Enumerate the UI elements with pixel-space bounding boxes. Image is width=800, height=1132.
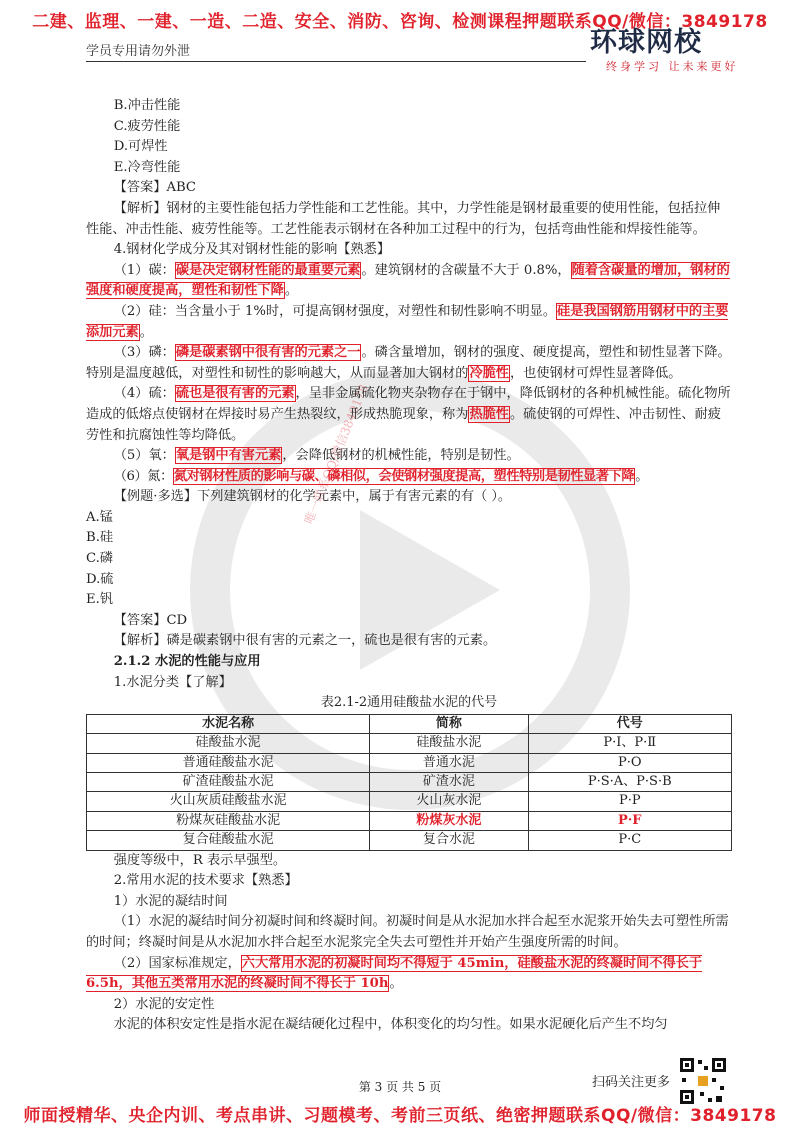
cement-code-table — [86, 714, 732, 851]
q2-answer: 【答案】CD — [113, 612, 188, 628]
q1-analysis: 【解析】钢材的主要性能包括力学性能和工艺性能。其中，力学性能是钢材最重要的使用性能，包括拉伸性能、冲击性能、疲劳性能等。工艺性能表示钢材在各种加工过程中的行为，包括弯曲性能和焊接性能等。 — [86, 200, 721, 237]
soundness-paragraph: 水泥的体积安定性是指水泥在凝结硬化过程中，体积变化的均匀性。如果水泥硬化后产生不均匀 — [113, 1017, 668, 1033]
sulfur-mid: ，呈非金属硫化物夹杂物存在于钢中，降低钢材的各种机械性能。硫化物所造成的低熔点使钢材在焊接时易产生热裂纹，形成热脆现象，称为 — [86, 386, 731, 422]
silicon-post: 。 — [139, 324, 153, 340]
cell-name: 普通硅酸盐水泥 — [87, 753, 370, 772]
setting-time-heading: 1）水泥的凝结时间 — [113, 893, 228, 909]
header-divider — [86, 61, 586, 62]
q2-stem: 【例题·多选】下列建筑钢材的化学元素中，属于有害元素的有（ ）。 — [113, 489, 512, 505]
silicon-paragraph — [86, 302, 732, 343]
sulfur-pre: （4）硫： — [113, 386, 175, 402]
table-row — [87, 831, 732, 850]
cell-short: 硅酸盐水泥 — [370, 734, 528, 753]
header-text: 学员专用请勿外泄 — [86, 44, 191, 59]
q1-answer: 【答案】ABC — [113, 180, 197, 196]
nitrogen-highlight: 氮对钢材性质的影响与碳、磷相似，会使钢材强度提高，塑性特别是韧性显著下降 — [173, 468, 635, 484]
q1-option-c: C.疲劳性能 — [113, 118, 181, 134]
oxygen-pre: （5）氧： — [113, 448, 175, 464]
logo-slogan: 终身学习 让未来更好 — [606, 60, 739, 73]
cell-short: 普通水泥 — [370, 753, 528, 772]
soundness-heading: 2）水泥的安定性 — [113, 996, 215, 1012]
q2-analysis: 【解析】磷是碳素钢中很有害的元素之一，硫也是很有害的元素。 — [113, 633, 497, 649]
carbon-mid: 。建筑钢材的含碳量不大于 0.8%， — [361, 262, 571, 278]
cell-code: P·Ⅰ、P·Ⅱ — [528, 734, 731, 753]
oxygen-highlight: 氧是钢中有害元素 — [175, 448, 282, 464]
cement-classification-heading: 1.水泥分类【了解】 — [113, 674, 232, 690]
top-banner: 二建、监理、一建、一造、二造、安全、消防、咨询、检测课程押题联系QQ/微信：3849178 — [32, 12, 768, 32]
watermark-text: 唯一联系QQ/微信3849178 — [301, 382, 371, 526]
header-code: 代号 — [528, 714, 731, 733]
tech-requirements-heading: 2.常用水泥的技术要求【熟悉】 — [113, 873, 298, 889]
phosphorus-highlight-1: 磷是碳素钢中很有害的元素之一 — [175, 345, 361, 361]
bottom-banner: 师面授精华、央企内训、考点串讲、习题模考、考前三页纸、绝密押题联系QQ/微信：3849178 — [23, 1106, 777, 1126]
oxygen-post: ，会降低钢材的机械性能，特别是韧性。 — [282, 448, 520, 464]
table-row — [87, 811, 732, 830]
q2-option-d: D.硫 — [86, 571, 114, 587]
cell-name: 复合硅酸盐水泥 — [87, 831, 370, 850]
cell-short: 复合水泥 — [370, 831, 528, 850]
phosphorus-paragraph — [86, 343, 732, 384]
header-short-name: 简称 — [370, 714, 528, 733]
cell-name: 矿渣硅酸盐水泥 — [87, 773, 370, 792]
cell-name: 火山灰质硅酸盐水泥 — [87, 792, 370, 811]
q1-option-e: E.冷弯性能 — [113, 159, 181, 175]
cell-name: 粉煤灰硅酸盐水泥 — [87, 811, 370, 830]
cell-code: P·C — [528, 831, 731, 850]
qr-code-icon — [678, 1056, 728, 1106]
setting2-highlight: 六大常用水泥的初凝时间均不得短于 45min，硅酸盐水泥的终凝时间不得长于 6.5h，其他五类常用水泥的终凝时间不得长于 10h — [86, 955, 703, 992]
sulfur-paragraph — [86, 384, 732, 446]
setting-time-paragraph-2 — [86, 954, 732, 995]
sulfur-post: 。硫使钢的可焊性、冲击韧性、耐疲劳性和抗腐蚀性等均降低。 — [86, 406, 721, 443]
cell-code-highlight: P·F — [528, 811, 731, 830]
setting2-pre: （2）国家标准规定， — [113, 955, 241, 971]
q2-option-c: C.磷 — [86, 551, 113, 567]
silicon-highlight: 硅是我国钢筋用钢材中的主要添加元素 — [86, 303, 729, 340]
q2-option-a: A.锰 — [86, 509, 113, 525]
nitrogen-paragraph — [86, 467, 732, 488]
qr-label: 扫码关注更多 — [592, 1075, 671, 1090]
strength-note: 强度等级中，R 表示早强型。 — [113, 852, 287, 868]
carbon-paragraph — [86, 261, 732, 302]
table-row — [87, 773, 732, 792]
phosphorus-mid: 。磷含量增加，钢材的强度、硬度提高，塑性和韧性显著下降。特别是温度越低，对塑性和韧性的影响越大，从而显著加大钢材的 — [86, 345, 731, 381]
silicon-pre: （2）硅：当含量小于 1%时，可提高钢材强度，对塑性和韧性影响不明显。 — [113, 303, 557, 319]
document-body — [86, 96, 732, 1036]
oxygen-paragraph — [86, 446, 732, 467]
sulfur-highlight-2: 热脆性 — [469, 406, 509, 422]
q1-option-b: B.冲击性能 — [113, 98, 181, 113]
carbon-post: 。 — [284, 283, 298, 299]
setting2-post: 。 — [389, 976, 403, 992]
q2-option-b: B.硅 — [86, 530, 114, 546]
table-header-row — [87, 714, 732, 733]
setting-time-paragraph-1: （1）水泥的凝结时间分初凝时间和终凝时间。初凝时间是从水泥加水拌合起至水泥浆开始失去可塑性所需的时间；终凝时间是从水泥加水拌合起至水泥浆完全失去可塑性并开始产生强度所需的时间。 — [86, 914, 729, 951]
phosphorus-post: ，也使钢材可焊性显著降低。 — [510, 365, 682, 381]
cell-code: P·S·A、P·S·B — [528, 773, 731, 792]
header-cement-name: 水泥名称 — [87, 714, 370, 733]
sulfur-highlight-1: 硫也是很有害的元素 — [175, 386, 295, 402]
phosphorus-highlight-2: 冷脆性 — [469, 365, 509, 381]
table-row — [87, 753, 732, 772]
section4-title: 4.钢材化学成分及其对钢材性能的影响【熟悉】 — [113, 242, 391, 258]
section-2-1-2-title: 2.1.2 水泥的性能与应用 — [113, 654, 261, 670]
q1-option-d: D.可焊性 — [113, 139, 168, 155]
carbon-highlight-2: 随着含碳量的增加，钢材的强度和硬度提高，塑性和韧性下降 — [86, 262, 730, 299]
cell-name: 硅酸盐水泥 — [87, 734, 370, 753]
phosphorus-pre: （3）磷： — [113, 345, 175, 361]
cell-short: 矿渣水泥 — [370, 773, 528, 792]
cell-short: 火山灰水泥 — [370, 792, 528, 811]
nitrogen-post: 。 — [635, 468, 649, 484]
nitrogen-pre: （6）氮： — [113, 468, 173, 484]
logo — [590, 28, 760, 74]
logo-name: 环球网校 — [590, 27, 702, 58]
q2-option-e: E.钒 — [86, 592, 114, 608]
cell-short-highlight: 粉煤灰水泥 — [370, 811, 528, 830]
table-row — [87, 734, 732, 753]
carbon-highlight-1: 碳是决定钢材性能的最重要元素 — [175, 262, 361, 278]
table-row — [87, 792, 732, 811]
page-number: 第 3 页 共 5 页 — [358, 1080, 442, 1094]
table-caption: 表2.1-2通用硅酸盐水泥的代号 — [320, 695, 498, 711]
cell-code: P·P — [528, 792, 731, 811]
cell-code: P·O — [528, 753, 731, 772]
carbon-pre: （1）碳： — [113, 262, 175, 278]
